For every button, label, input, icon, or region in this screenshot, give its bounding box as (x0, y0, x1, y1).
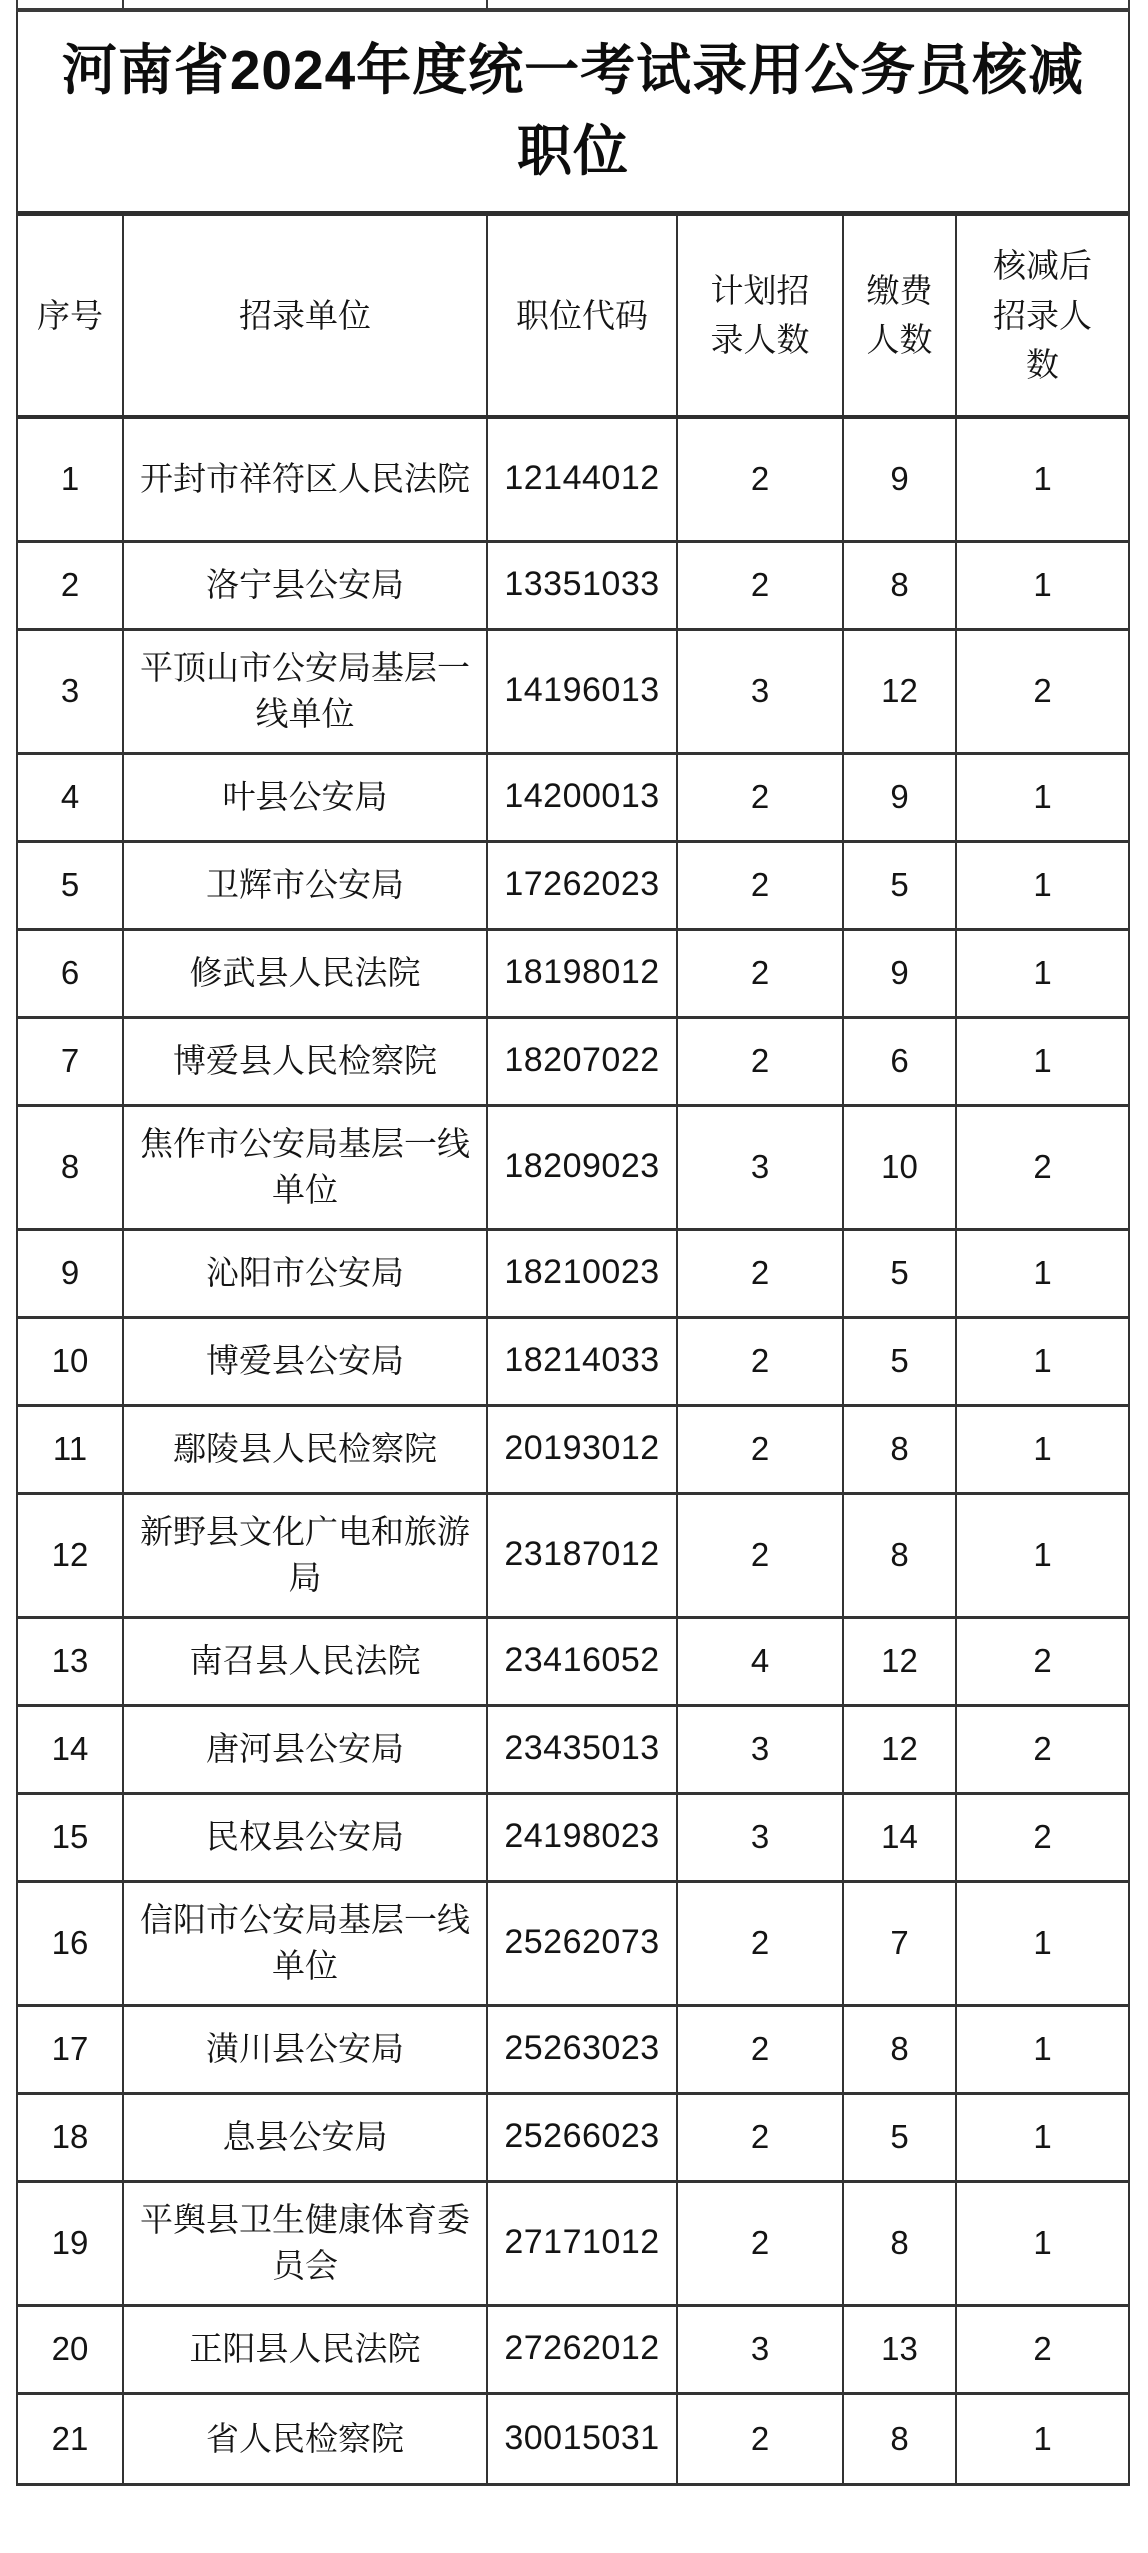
cell-code: 13351033 (488, 543, 678, 628)
header-cell-planned: 计划招录人数 (678, 216, 844, 415)
table-row (18, 2307, 1128, 2395)
cell-planned: 2 (678, 1319, 844, 1404)
table-row (18, 843, 1128, 931)
cell-reduced: 1 (1033, 566, 1052, 604)
cell-index: 16 (18, 1883, 124, 2004)
cell-paid: 5 (844, 2095, 957, 2180)
cell-reduced: 1 (1033, 1254, 1052, 1292)
cell-index: 3 (18, 631, 124, 752)
cell-reduced: 2 (1033, 1818, 1052, 1856)
cell-paid: 10 (844, 1107, 957, 1228)
cell-planned: 4 (678, 1619, 844, 1704)
cell-paid: 9 (844, 755, 957, 840)
cell-code: 17262023 (488, 843, 678, 928)
table-row (18, 543, 1128, 631)
table-row (18, 419, 1128, 543)
table-row (18, 1407, 1128, 1495)
cell-planned: 3 (678, 1795, 844, 1880)
cell-unit: 博爱县人民检察院 (124, 1019, 488, 1104)
cell-unit: 叶县公安局 (124, 755, 488, 840)
cell-index: 11 (18, 1407, 124, 1492)
cell-index: 14 (18, 1707, 124, 1792)
cell-index: 9 (18, 1231, 124, 1316)
cell-code: 14200013 (488, 755, 678, 840)
cell-unit: 卫辉市公安局 (124, 843, 488, 928)
cell-paid: 9 (844, 931, 957, 1016)
fragment-cell (18, 0, 124, 8)
cell-unit: 潢川县公安局 (124, 2007, 488, 2092)
cell-unit: 省人民检察院 (124, 2395, 488, 2483)
header-cell-paid: 缴费人数 (844, 216, 957, 415)
table-row (18, 931, 1128, 1019)
cell-unit: 正阳县人民法院 (124, 2307, 488, 2392)
cell-reduced: 1 (1033, 1042, 1052, 1080)
cell-index: 20 (18, 2307, 124, 2392)
cell-index: 5 (18, 843, 124, 928)
cell-code: 18209023 (488, 1107, 678, 1228)
table-row (18, 1231, 1128, 1319)
table-row (18, 631, 1128, 755)
cell-reduced: 2 (1033, 1730, 1052, 1768)
cell-code: 14196013 (488, 631, 678, 752)
cell-planned: 2 (678, 843, 844, 928)
cell-index: 21 (18, 2395, 124, 2483)
cell-paid: 5 (844, 1319, 957, 1404)
cell-unit: 洛宁县公安局 (124, 543, 488, 628)
cell-paid: 12 (844, 1619, 957, 1704)
cell-code: 25263023 (488, 2007, 678, 2092)
recruitment-reduction-table (16, 12, 1130, 2486)
table-row (18, 1495, 1128, 1619)
cell-reduced: 1 (1033, 1430, 1052, 1468)
cell-planned: 3 (678, 2307, 844, 2392)
cell-planned: 2 (678, 1231, 844, 1316)
cell-reduced: 1 (1033, 954, 1052, 992)
cell-index: 17 (18, 2007, 124, 2092)
cell-code: 30015031 (488, 2395, 678, 2483)
cell-reduced: 1 (1033, 2030, 1052, 2068)
cell-code: 24198023 (488, 1795, 678, 1880)
cell-code: 18210023 (488, 1231, 678, 1316)
cell-unit: 民权县公安局 (124, 1795, 488, 1880)
cell-reduced: 2 (1033, 672, 1052, 710)
cell-planned: 2 (678, 2183, 844, 2304)
cell-planned: 2 (678, 1495, 844, 1616)
cell-code: 23416052 (488, 1619, 678, 1704)
cell-planned: 2 (678, 2007, 844, 2092)
header-cell-unit: 招录单位 (124, 216, 488, 415)
cell-planned: 2 (678, 931, 844, 1016)
cell-reduced: 1 (1033, 460, 1052, 498)
cell-index: 10 (18, 1319, 124, 1404)
cell-code: 18207022 (488, 1019, 678, 1104)
cell-planned: 2 (678, 1019, 844, 1104)
table-header-row (18, 216, 1128, 419)
cell-unit: 新野县文化广电和旅游局 (124, 1495, 488, 1616)
cell-code: 25266023 (488, 2095, 678, 2180)
cell-planned: 2 (678, 1407, 844, 1492)
cell-planned: 3 (678, 1107, 844, 1228)
cell-reduced: 2 (1033, 2330, 1052, 2368)
table-title: 河南省2024年度统一考试录用公务员核减职位 (18, 12, 1128, 216)
cell-index: 8 (18, 1107, 124, 1228)
cell-reduced: 1 (1033, 2419, 1052, 2457)
cell-unit: 信阳市公安局基层一线单位 (124, 1883, 488, 2004)
cell-code: 23187012 (488, 1495, 678, 1616)
cell-unit: 唐河县公安局 (124, 1707, 488, 1792)
cell-code: 23435013 (488, 1707, 678, 1792)
cell-code: 18198012 (488, 931, 678, 1016)
cell-paid: 14 (844, 1795, 957, 1880)
cell-code: 20193012 (488, 1407, 678, 1492)
bottom-margin (0, 2486, 1148, 2499)
cell-planned: 2 (678, 419, 844, 540)
cell-index: 19 (18, 2183, 124, 2304)
table-row (18, 1019, 1128, 1107)
cell-planned: 3 (678, 631, 844, 752)
cell-reduced: 1 (1033, 1342, 1052, 1380)
table-row (18, 1619, 1128, 1707)
cell-reduced: 1 (1033, 866, 1052, 904)
table-row (18, 1319, 1128, 1407)
cell-reduced: 1 (1033, 778, 1052, 816)
cell-index: 1 (18, 419, 124, 540)
cell-code: 12144012 (488, 419, 678, 540)
cell-paid: 9 (844, 419, 957, 540)
cell-planned: 3 (678, 1707, 844, 1792)
table-row (18, 1795, 1128, 1883)
cell-paid: 8 (844, 2183, 957, 2304)
cell-paid: 8 (844, 1495, 957, 1616)
cell-index: 7 (18, 1019, 124, 1104)
cell-planned: 2 (678, 543, 844, 628)
cell-unit: 焦作市公安局基层一线单位 (124, 1107, 488, 1228)
cell-reduced: 2 (1033, 1642, 1052, 1680)
cell-paid: 12 (844, 631, 957, 752)
table-row (18, 2007, 1128, 2095)
fragment-cell (488, 0, 1128, 8)
table-row (18, 2395, 1128, 2483)
cell-paid: 5 (844, 843, 957, 928)
cell-index: 4 (18, 755, 124, 840)
cell-reduced: 1 (1033, 1536, 1052, 1574)
header-cell-reduced: 核减后招录人数 (993, 247, 1092, 384)
table-row (18, 1883, 1128, 2007)
header-cell-code: 职位代码 (488, 216, 678, 415)
cell-planned: 2 (678, 1883, 844, 2004)
table-row (18, 1707, 1128, 1795)
cell-code: 27171012 (488, 2183, 678, 2304)
cell-unit: 平顶山市公安局基层一线单位 (124, 631, 488, 752)
cell-reduced: 1 (1033, 2118, 1052, 2156)
previous-table-row-fragment (16, 0, 1130, 12)
cell-planned: 2 (678, 755, 844, 840)
table-body (18, 419, 1128, 2483)
cell-paid: 8 (844, 1407, 957, 1492)
cell-paid: 8 (844, 2395, 957, 2483)
header-cell-index: 序号 (18, 216, 124, 415)
cell-unit: 息县公安局 (124, 2095, 488, 2180)
cell-code: 27262012 (488, 2307, 678, 2392)
cell-index: 15 (18, 1795, 124, 1880)
table-row (18, 1107, 1128, 1231)
cell-unit: 南召县人民法院 (124, 1619, 488, 1704)
cell-reduced: 1 (1033, 1924, 1052, 1962)
cell-code: 18214033 (488, 1319, 678, 1404)
cell-paid: 7 (844, 1883, 957, 2004)
cell-paid: 6 (844, 1019, 957, 1104)
cell-paid: 12 (844, 1707, 957, 1792)
cell-unit: 平舆县卫生健康体育委员会 (124, 2183, 488, 2304)
cell-paid: 8 (844, 2007, 957, 2092)
table-row (18, 755, 1128, 843)
cell-index: 12 (18, 1495, 124, 1616)
cell-unit: 修武县人民法院 (124, 931, 488, 1016)
cell-unit: 开封市祥符区人民法院 (124, 419, 488, 540)
cell-unit: 沁阳市公安局 (124, 1231, 488, 1316)
cell-planned: 2 (678, 2095, 844, 2180)
cell-paid: 8 (844, 543, 957, 628)
cell-paid: 13 (844, 2307, 957, 2392)
table-row (18, 2095, 1128, 2183)
cell-planned: 2 (678, 2395, 844, 2483)
table-row (18, 2183, 1128, 2307)
cell-index: 6 (18, 931, 124, 1016)
cell-reduced: 2 (1033, 1148, 1052, 1186)
cell-reduced: 1 (1033, 2224, 1052, 2262)
cell-index: 2 (18, 543, 124, 628)
cell-index: 13 (18, 1619, 124, 1704)
fragment-cell (124, 0, 488, 8)
cell-unit: 博爱县公安局 (124, 1319, 488, 1404)
cell-unit: 鄢陵县人民检察院 (124, 1407, 488, 1492)
cell-code: 25262073 (488, 1883, 678, 2004)
cell-paid: 5 (844, 1231, 957, 1316)
cell-index: 18 (18, 2095, 124, 2180)
